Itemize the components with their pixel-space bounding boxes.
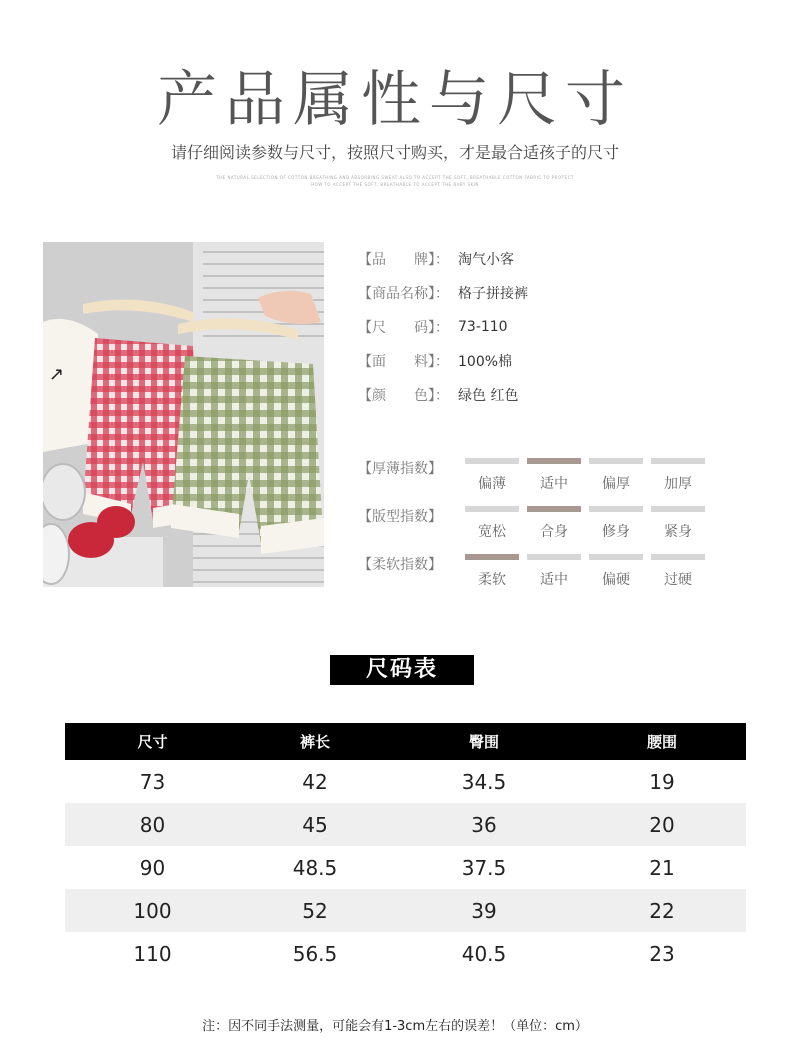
index-option <box>651 506 705 541</box>
index-option-label: 偏厚 <box>602 476 630 492</box>
index-option-label: 修身 <box>602 524 630 540</box>
size-chart-title: 尺码表 <box>330 655 474 685</box>
table-cell: 42 <box>302 769 328 794</box>
attribute-label: 【品 牌】： <box>358 252 449 268</box>
index-label: 【柔软指数】 <box>358 557 442 573</box>
index-bar <box>651 458 705 464</box>
table-cell: 20 <box>649 812 675 837</box>
table-cell: 22 <box>649 898 675 923</box>
index-bar <box>527 458 581 464</box>
attribute-list <box>358 242 758 412</box>
table-cell: 110 <box>133 941 172 966</box>
page-subtitle: 请仔细阅读参数与尺寸，按照尺寸购买，才是最合适孩子的尺寸 <box>170 143 619 162</box>
index-fit <box>358 506 758 546</box>
index-option <box>527 506 581 541</box>
index-option-label: 偏硬 <box>602 572 630 588</box>
index-option <box>527 458 581 493</box>
table-cell: 73 <box>139 769 166 794</box>
attribute-label: 【面 料】： <box>358 354 449 370</box>
table-cell: 56.5 <box>292 941 338 966</box>
index-option <box>589 458 643 493</box>
index-option-label: 宽松 <box>478 524 506 540</box>
table-cell: 45 <box>302 812 328 837</box>
attribute-value: 73-110 <box>458 319 508 335</box>
attribute-value: 格子拼接裤 <box>458 286 528 302</box>
index-label: 【厚薄指数】 <box>358 461 442 477</box>
attribute-label: 【尺 码】： <box>358 320 449 336</box>
index-option-label: 柔软 <box>478 572 506 588</box>
index-option <box>527 554 581 589</box>
table-cell: 90 <box>139 855 166 880</box>
index-bar <box>465 554 519 560</box>
index-option <box>651 458 705 493</box>
table-cell: 23 <box>649 941 675 966</box>
fine-print-line-2: HOW TO ACCEPT THE SOFT, BREATHABLE TO ACCEPT THE BABY SKIN <box>311 182 479 187</box>
index-option <box>651 554 705 589</box>
attribute-label: 【商品名称】： <box>358 286 449 302</box>
size-chart-table <box>65 723 746 975</box>
table-cell: 19 <box>649 769 675 794</box>
index-bar <box>589 458 643 464</box>
attribute-row-color <box>358 378 758 412</box>
attribute-value: 100%棉 <box>458 354 513 370</box>
index-bar <box>651 506 705 512</box>
table-row <box>65 932 746 975</box>
table-cell: 21 <box>649 855 675 880</box>
table-cell: 36 <box>471 812 497 837</box>
index-option-label: 偏薄 <box>478 476 506 492</box>
attribute-row-fabric <box>358 344 758 378</box>
index-bar <box>651 554 705 560</box>
table-row <box>65 760 746 803</box>
index-option-label: 适中 <box>540 572 568 588</box>
index-option-label: 合身 <box>540 524 568 540</box>
column-header: 尺寸 <box>137 733 168 751</box>
attribute-row-product-name <box>358 276 758 310</box>
index-bar <box>589 554 643 560</box>
index-bar <box>465 458 519 464</box>
attribute-value: 绿色 红色 <box>458 388 519 404</box>
index-label: 【版型指数】 <box>358 509 442 525</box>
table-cell: 39 <box>471 898 497 923</box>
index-option-label: 加厚 <box>664 476 692 492</box>
index-option-label: 紧身 <box>664 524 692 540</box>
table-cell: 40.5 <box>461 941 507 966</box>
index-bar <box>465 506 519 512</box>
index-option <box>589 506 643 541</box>
footer-note: 注：因不同手法测量，可能会有1-3cm左右的误差！（单位：cm） <box>202 1019 588 1034</box>
column-header: 腰围 <box>646 733 677 751</box>
index-bar <box>527 554 581 560</box>
table-cell: 52 <box>302 898 328 923</box>
table-cell: 34.5 <box>461 769 507 794</box>
fine-print-line-1: THE NATURAL SELECTION OF COTTON BREATHING AND ABSORBING SWEAT ALSO TO ACCEPT THE SOFT, BREATHABLE COTTON FABRIC TO PROTECT <box>216 175 574 180</box>
index-option <box>465 554 519 589</box>
index-option <box>589 554 643 589</box>
index-option <box>465 506 519 541</box>
table-header <box>65 723 746 760</box>
index-thickness <box>358 458 758 498</box>
table-cell: 100 <box>133 898 172 923</box>
column-header: 裤长 <box>299 733 330 751</box>
page-title: 产品属性与尺寸 <box>157 65 633 135</box>
index-softness <box>358 554 758 594</box>
table-cell: 48.5 <box>292 855 338 880</box>
column-header: 臀围 <box>468 733 499 751</box>
index-option <box>465 458 519 493</box>
table-cell: 80 <box>139 812 166 837</box>
index-bar <box>589 506 643 512</box>
table-row <box>65 846 746 889</box>
table-row <box>65 889 746 932</box>
attribute-label: 【颜 色】： <box>358 388 449 404</box>
product-photo <box>43 242 324 587</box>
table-row <box>65 803 746 846</box>
table-cell: 37.5 <box>461 855 507 880</box>
attribute-row-size <box>358 310 758 344</box>
attribute-row-brand <box>358 242 758 276</box>
svg-text:↗: ↗ <box>49 364 65 385</box>
attribute-value: 淘气小客 <box>458 252 514 268</box>
index-option-label: 过硬 <box>664 572 692 588</box>
index-option-label: 适中 <box>540 476 568 492</box>
index-bar <box>527 506 581 512</box>
